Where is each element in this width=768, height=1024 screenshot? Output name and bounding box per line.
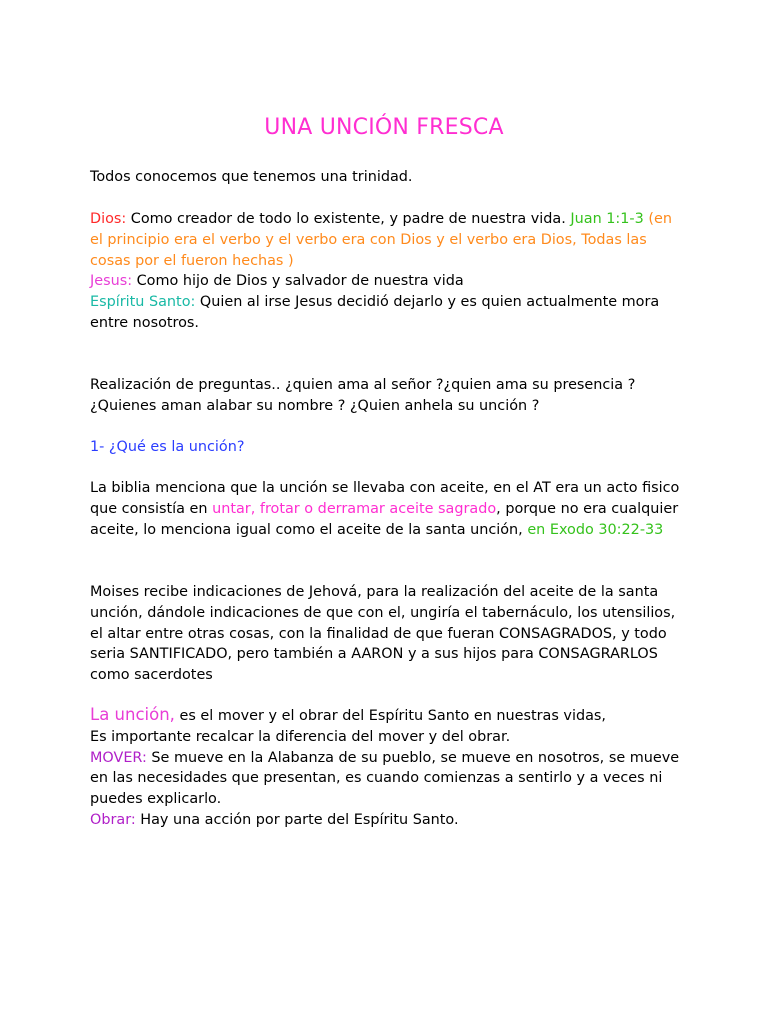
obrar-text: Hay una acción por parte del Espíritu Santo. <box>135 811 459 828</box>
intro-paragraph <box>90 167 680 188</box>
mover-text: Se mueve en la Alabanza de su pueblo, se mueve en nosotros, se mueve en las necesidades que presentan, es cuando comienzas a sentirlo y a veces ni puedes explicarlo. <box>90 749 680 808</box>
jesus-text: Como hijo de Dios y salvador de nuestra vida <box>132 273 464 290</box>
obrar-line <box>90 810 680 831</box>
biblia-paragraph <box>90 478 680 540</box>
espiritu-label: Espíritu Santo: <box>90 294 196 311</box>
biblia-text-a: La biblia menciona que la unción se llevaba con aceite, en el AT era un acto fisico que consistía en <box>90 480 680 517</box>
biblia-text <box>90 478 680 540</box>
dios-label: Dios: <box>90 211 127 227</box>
dios-quote: (en el principio era el verbo y el verbo era con Dios y el verbo era Dios, Todas las cosas por el fueron hechas ) <box>90 211 672 269</box>
obrar-label: Obrar: <box>90 811 136 828</box>
moises-text: Moises recibe indicaciones de Jehová, para la realización del aceite de la santa unción, dándole indicaciones de que con el, ungiría el tabernáculo, los utensilios, el altar entre otras cosas, con la finalidad de que fueran CONSAGRADOS, y todo seria SANTIFICADO, pero también a AARON y a sus hijos para CONSAGRARLOS como sacerdotes <box>90 584 676 684</box>
uncion-line <box>90 705 680 727</box>
dios-text: Como creador de todo lo existente, y padre de nuestra vida. <box>126 211 571 227</box>
biblia-highlight: untar, frotar o derramar aceite sagrado <box>212 500 497 517</box>
exodo-reference: en Exodo 30:22-33 <box>527 521 664 538</box>
section-heading <box>90 437 680 458</box>
uncion-text: es el mover y el obrar del Espíritu Santo en nuestras vidas, <box>174 708 606 724</box>
questions-paragraph <box>90 375 680 417</box>
espiritu-text: Quien al irse Jesus decidió dejarlo y es quien actualmente mora entre nosotros. <box>90 294 660 331</box>
moises-paragraph <box>90 582 680 686</box>
heading-que-es-la-uncion: 1- ¿Qué es la unción? <box>90 439 245 455</box>
jesus-line <box>90 271 680 292</box>
biblia-text-b: , porque no era cualquier aceite, lo menciona igual como el aceite de la santa unción, <box>90 500 679 538</box>
trinity-section <box>90 209 680 334</box>
dios-line <box>90 209 680 271</box>
dios-reference: Juan 1:1-3 <box>570 211 644 227</box>
uncion-label: La unción, <box>90 705 175 724</box>
uncion-section <box>90 705 680 831</box>
mover-label: MOVER: <box>90 749 147 766</box>
document-title: UNA UNCIÓN FRESCA <box>264 115 504 140</box>
uncion-line-2: Es importante recalcar la diferencia del mover y del obrar. <box>90 728 511 745</box>
espiritu-line <box>90 292 680 334</box>
intro-text: Todos conocemos que tenemos una trinidad. <box>90 169 413 185</box>
questions-text: Realización de preguntas.. ¿quien ama al señor ?¿quien ama su presencia ? ¿Quienes aman alabar su nombre ? ¿Quien anhela su unción ? <box>90 377 636 414</box>
mover-line <box>90 748 680 810</box>
jesus-label: Jesus: <box>90 273 133 290</box>
